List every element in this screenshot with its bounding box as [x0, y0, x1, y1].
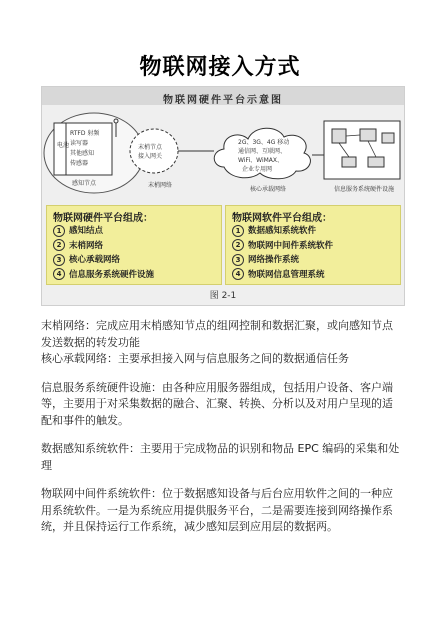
body-text — [41, 318, 403, 536]
figure-title: 物联网硬件平台示意图 — [163, 95, 283, 106]
item-number: 4 — [232, 268, 244, 280]
software-list — [232, 224, 333, 282]
software-panel-heading: 物联网软件平台组成： — [232, 213, 332, 224]
item-text: 物联网信息管理系统 — [248, 269, 325, 280]
hardware-list — [53, 224, 154, 282]
access-gateway-circle — [130, 129, 178, 173]
cloud-line-1: 2G、3G、4G 移动 — [238, 139, 290, 146]
info-service-label: 信息服务系统硬件设施 — [334, 186, 395, 193]
server-icon — [332, 129, 346, 143]
paragraph-data-sensing: 数据感知系统软件：主要用于完成物品的识别和物品 EPC 编码的采集和处理 — [41, 442, 400, 472]
printer-icon — [342, 157, 356, 167]
node-line-3: 其他感知 — [70, 150, 95, 157]
figure-caption: 图 2-1 — [209, 291, 237, 301]
cloud-line-3: WiFi、WiMAX、 — [238, 157, 284, 164]
item-text: 数据感知系统软件 — [248, 226, 317, 236]
access-node-line-2: 接入网关 — [138, 153, 163, 160]
hardware-item — [53, 253, 154, 268]
item-text: 核心承载网络 — [69, 255, 121, 265]
item-number: 1 — [53, 225, 65, 237]
platform-diagram — [42, 107, 404, 203]
software-panel — [225, 205, 401, 285]
hardware-platform-figure — [41, 86, 405, 306]
paragraph-gap — [41, 429, 403, 441]
hardware-item — [53, 268, 154, 283]
cloud-line-4: 企业专用网 — [242, 166, 273, 173]
item-text: 物联网中间件系统软件 — [248, 240, 334, 251]
monitor-icon — [360, 129, 376, 141]
paragraph-gap — [41, 474, 403, 486]
item-text: 网络操作系统 — [248, 255, 300, 265]
node-line-2: 读写器 — [70, 140, 89, 147]
node-line-1: RTFD 射频 — [70, 130, 100, 137]
end-network-label: 末梢网络 — [148, 182, 173, 189]
item-number: 4 — [53, 268, 65, 280]
item-text: 感知结点 — [69, 226, 104, 236]
item-number: 1 — [232, 225, 244, 237]
hardware-panel — [46, 205, 222, 285]
access-node-line-1: 末梢节点 — [138, 144, 163, 151]
item-number: 2 — [53, 239, 65, 251]
paragraph-gap — [41, 368, 403, 380]
core-network-label: 核心承载网络 — [250, 186, 287, 193]
software-item — [232, 239, 333, 254]
page-title: 物联网接入方式 — [139, 55, 301, 80]
sensing-node-caption: 感知节点 — [72, 180, 97, 187]
pc-icon — [382, 133, 394, 143]
hardware-panel-heading: 物联网硬件平台组成： — [53, 213, 153, 224]
item-number: 2 — [232, 239, 244, 251]
software-item — [232, 224, 333, 239]
node-line-4: 传感器 — [70, 160, 89, 167]
software-item — [232, 268, 333, 283]
item-number: 3 — [232, 254, 244, 266]
paragraph-core-network: 核心承载网络：主要承担接入网与信息服务之间的数据通信任务 — [41, 352, 349, 365]
laptop-icon — [368, 157, 384, 167]
item-text: 末梢网络 — [69, 240, 104, 251]
hardware-item — [53, 239, 154, 254]
cloud-line-2: 通信网、互联网、 — [238, 148, 287, 155]
battery-label: 电池 — [57, 142, 70, 149]
hardware-item — [53, 224, 154, 239]
item-number: 3 — [53, 254, 65, 266]
paragraph-middleware: 物联网中间件系统软件：位于数据感知设备与后台应用软件之间的一种应用系统软件。一是为系统应用提供服务平台，二是需要连接到网络操作系统，并且保持运行工作系统，减少感知层到应用层的数据两。 — [41, 487, 393, 533]
paragraph-info-service: 信息服务系统硬件设施：由各种应用服务器组成，包括用户设备、客户端等，主要用于对采集数据的融合、汇聚、转换、分析以及对用户呈现的适配和事件的触发。 — [41, 380, 393, 427]
item-text: 信息服务系统硬件设施 — [69, 269, 155, 280]
software-item — [232, 253, 333, 268]
paragraph-end-network: 末梢网络：完成应用末梢感知节点的组网控制和数据汇聚，或向感知节点发送数据的转发功能 — [41, 319, 393, 349]
